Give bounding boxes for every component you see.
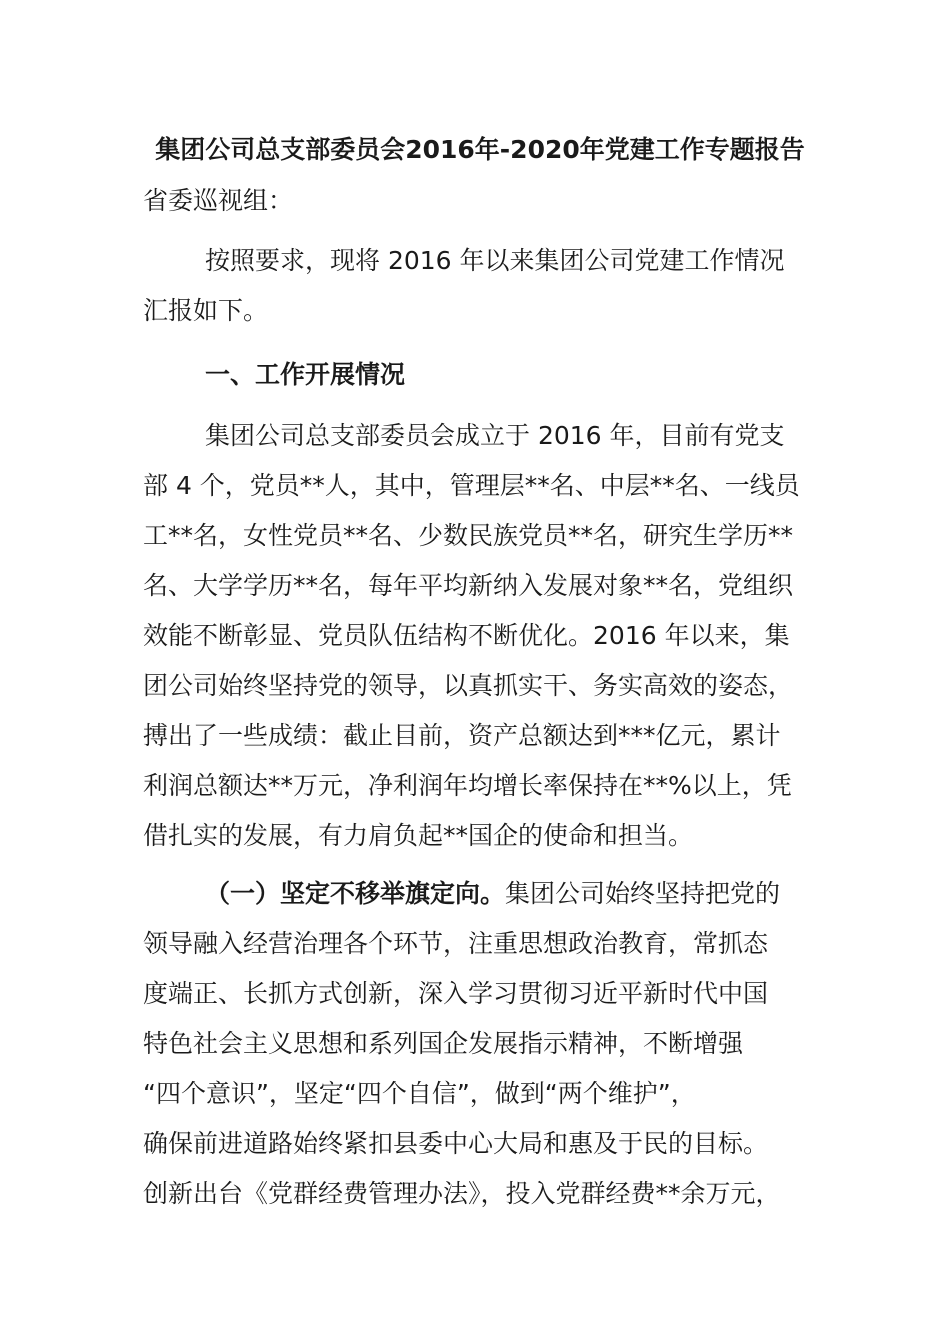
status-line: 名、大学学历**名，每年平均新纳入发展对象**名，党组织 bbox=[143, 571, 794, 600]
section-1-line: 度端正、长抓方式创新，深入学习贯彻习近平新时代中国 bbox=[143, 979, 769, 1008]
status-line: 部 4 个，党员**人，其中，管理层**名、中层**名、一线员 bbox=[143, 471, 800, 500]
section-1-line: 确保前进道路始终紧扣县委中心大局和惠及于民的目标。 bbox=[143, 1129, 769, 1158]
status-line: 借扎实的发展，有力肩负起**国企的使命和担当。 bbox=[143, 821, 694, 850]
section-1-line: 领导融入经营治理各个环节，注重思想政治教育，常抓态 bbox=[143, 929, 769, 958]
status-line: 集团公司总支部委员会成立于 2016 年，目前有党支 bbox=[205, 421, 785, 450]
section-heading: 一、工作开展情况 bbox=[205, 360, 406, 389]
status-paragraph bbox=[143, 411, 808, 861]
intro-line: 按照要求，现将 2016 年以来集团公司党建工作情况 bbox=[205, 246, 785, 275]
section-1-lead bbox=[143, 869, 808, 919]
intro-paragraph bbox=[143, 236, 808, 336]
status-line: 利润总额达**万元，净利润年均增长率保持在**%以上，凭 bbox=[143, 771, 792, 800]
status-line: 工**名，女性党员**名、少数民族党员**名，研究生学历** bbox=[143, 521, 794, 550]
status-line: 搏出了一些成绩：截止目前，资产总额达到***亿元，累计 bbox=[143, 721, 781, 750]
status-line: 效能不断彰显、党员队伍结构不断优化。2016 年以来，集 bbox=[143, 621, 790, 650]
document-title: 集团公司总支部委员会2016年-2020年党建工作专题报告 bbox=[155, 135, 805, 164]
section-1-line: “四个意识”，坚定“四个自信”，做到“两个维护”， bbox=[143, 1079, 696, 1108]
status-line: 团公司始终坚持党的领导，以真抓实干、务实高效的姿态， bbox=[143, 671, 794, 700]
section-1-line: 特色社会主义思想和系列国企发展指示精神，不断增强 bbox=[143, 1029, 744, 1058]
salutation: 省委巡视组： bbox=[143, 186, 294, 215]
section-1-paragraph bbox=[143, 869, 808, 1219]
intro-line: 汇报如下。 bbox=[143, 296, 269, 325]
section-1-lead-text: 集团公司始终坚持把党的 bbox=[505, 879, 781, 908]
section-1-line: 创新出台《党群经费管理办法》，投入党群经费**余万元， bbox=[143, 1179, 781, 1208]
section-1-subheading: （一）坚定不移举旗定向。 bbox=[205, 879, 506, 908]
